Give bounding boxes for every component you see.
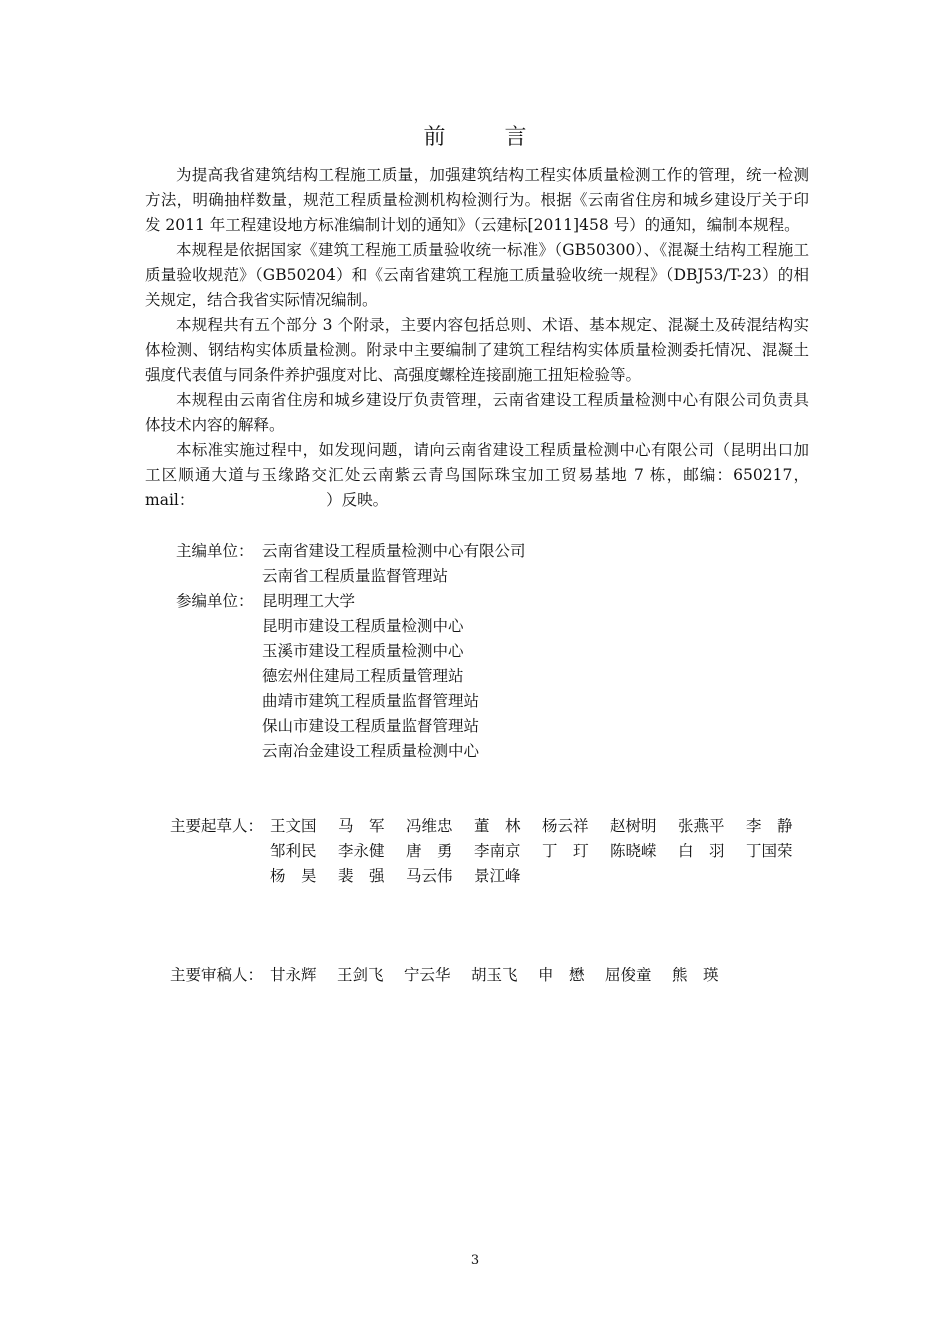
drafter-name: 丁 玎 bbox=[542, 842, 589, 860]
reviewer-name: 王剑飞 bbox=[337, 966, 384, 984]
drafter-name: 马云伟 bbox=[406, 867, 453, 885]
page-title: 前 言 bbox=[423, 125, 553, 150]
chief-units-label: 主编单位： bbox=[176, 542, 254, 560]
drafter-name: 张燕平 bbox=[678, 817, 725, 835]
drafter-name: 杨云祥 bbox=[542, 817, 589, 835]
participating-units-label: 参编单位： bbox=[176, 592, 254, 610]
reviewer-name: 胡玉飞 bbox=[471, 966, 518, 984]
reviewer-name: 宁云华 bbox=[404, 966, 451, 984]
unit-row bbox=[176, 589, 526, 614]
drafter-name: 董 林 bbox=[474, 817, 521, 835]
drafter-name: 陈晓嵘 bbox=[610, 842, 657, 860]
paragraph: 本规程是依据国家《建筑工程施工质量验收统一标准》（GB50300）、《混凝土结构工程施工质量验收规范》（GB50204）和《云南省建筑工程施工质量验收统一规程》（DBJ53/T-23）的相关规定，结合我省实际情况编制。 bbox=[145, 241, 809, 309]
drafter-name: 邹利民 bbox=[270, 842, 317, 860]
drafter-name: 裴 强 bbox=[338, 867, 385, 885]
drafters-names bbox=[270, 814, 814, 889]
drafter-name: 李 静 bbox=[746, 817, 793, 835]
drafters-block bbox=[170, 814, 814, 889]
unit-name: 云南省建设工程质量检测中心有限公司 bbox=[262, 542, 526, 560]
reviewer-name: 屈俊童 bbox=[605, 966, 652, 984]
unit-row bbox=[176, 564, 526, 589]
paragraph: 本规程由云南省住房和城乡建设厅负责管理，云南省建设工程质量检测中心有限公司负责具体技术内容的解释。 bbox=[145, 391, 809, 434]
unit-row bbox=[176, 714, 526, 739]
drafter-name: 赵树明 bbox=[610, 817, 657, 835]
reviewer-name: 申 懋 bbox=[538, 966, 585, 984]
unit-row bbox=[176, 739, 526, 764]
unit-name: 云南省工程质量监督管理站 bbox=[262, 567, 449, 585]
unit-name: 云南冶金建设工程质量检测中心 bbox=[262, 742, 480, 760]
unit-name: 德宏州住建局工程质量管理站 bbox=[262, 667, 464, 685]
drafter-name: 李永健 bbox=[338, 842, 385, 860]
drafter-name: 景江峰 bbox=[474, 867, 521, 885]
unit-row bbox=[176, 664, 526, 689]
drafter-name: 李南京 bbox=[474, 842, 521, 860]
drafter-name: 白 羽 bbox=[678, 842, 725, 860]
foreword-body bbox=[145, 163, 809, 513]
unit-row bbox=[176, 639, 526, 664]
unit-row bbox=[176, 539, 526, 564]
reviewer-name: 甘永辉 bbox=[270, 966, 317, 984]
drafter-name: 杨 昊 bbox=[270, 867, 317, 885]
paragraph: 为提高我省建筑结构工程施工质量，加强建筑结构工程实体质量检测工作的管理，统一检测方法，明确抽样数量，规范工程质量检测机构检测行为。根据《云南省住房和城乡建设厅关于印发 2011 年工程建设地方标准编制计划的通知》（云建标[2011]458 号）的通知，编制本规程。 bbox=[145, 166, 809, 234]
units-list bbox=[176, 539, 526, 764]
unit-row bbox=[176, 689, 526, 714]
unit-name: 昆明市建设工程质量检测中心 bbox=[262, 617, 464, 635]
drafter-name: 丁国荣 bbox=[746, 842, 793, 860]
reviewer-name: 熊 瑛 bbox=[672, 966, 719, 984]
unit-name: 昆明理工大学 bbox=[262, 592, 356, 610]
drafters-label: 主要起草人： bbox=[170, 817, 264, 835]
reviewers-label: 主要审稿人： bbox=[170, 966, 264, 984]
reviewers-block bbox=[170, 963, 739, 988]
unit-row bbox=[176, 614, 526, 639]
unit-name: 玉溪市建设工程质量检测中心 bbox=[262, 642, 464, 660]
name-row bbox=[270, 864, 814, 889]
name-row bbox=[270, 839, 814, 864]
name-row bbox=[270, 814, 814, 839]
drafter-name: 唐 勇 bbox=[406, 842, 453, 860]
paragraph: 本标准实施过程中，如发现问题，请向云南省建设工程质量检测中心有限公司（昆明出口加工区顺通大道与玉缘路交汇处云南紫云青鸟国际珠宝加工贸易基地 7 栋，邮编：650217，mail： ）反映。 bbox=[145, 441, 809, 509]
drafter-name: 马 军 bbox=[338, 817, 385, 835]
drafter-name: 冯维忠 bbox=[406, 817, 453, 835]
page-number: 3 bbox=[470, 1253, 480, 1268]
unit-name: 保山市建设工程质量监督管理站 bbox=[262, 717, 480, 735]
unit-name: 曲靖市建筑工程质量监督管理站 bbox=[262, 692, 480, 710]
paragraph: 本规程共有五个部分 3 个附录，主要内容包括总则、术语、基本规定、混凝土及砖混结构实体检测、钢结构实体质量检测。附录中主要编制了建筑工程结构实体质量检测委托情况、混凝土强度代表值与同条件养护强度对比、高强度螺栓连接副施工扭矩检验等。 bbox=[145, 316, 809, 384]
drafter-name: 王文国 bbox=[270, 817, 317, 835]
